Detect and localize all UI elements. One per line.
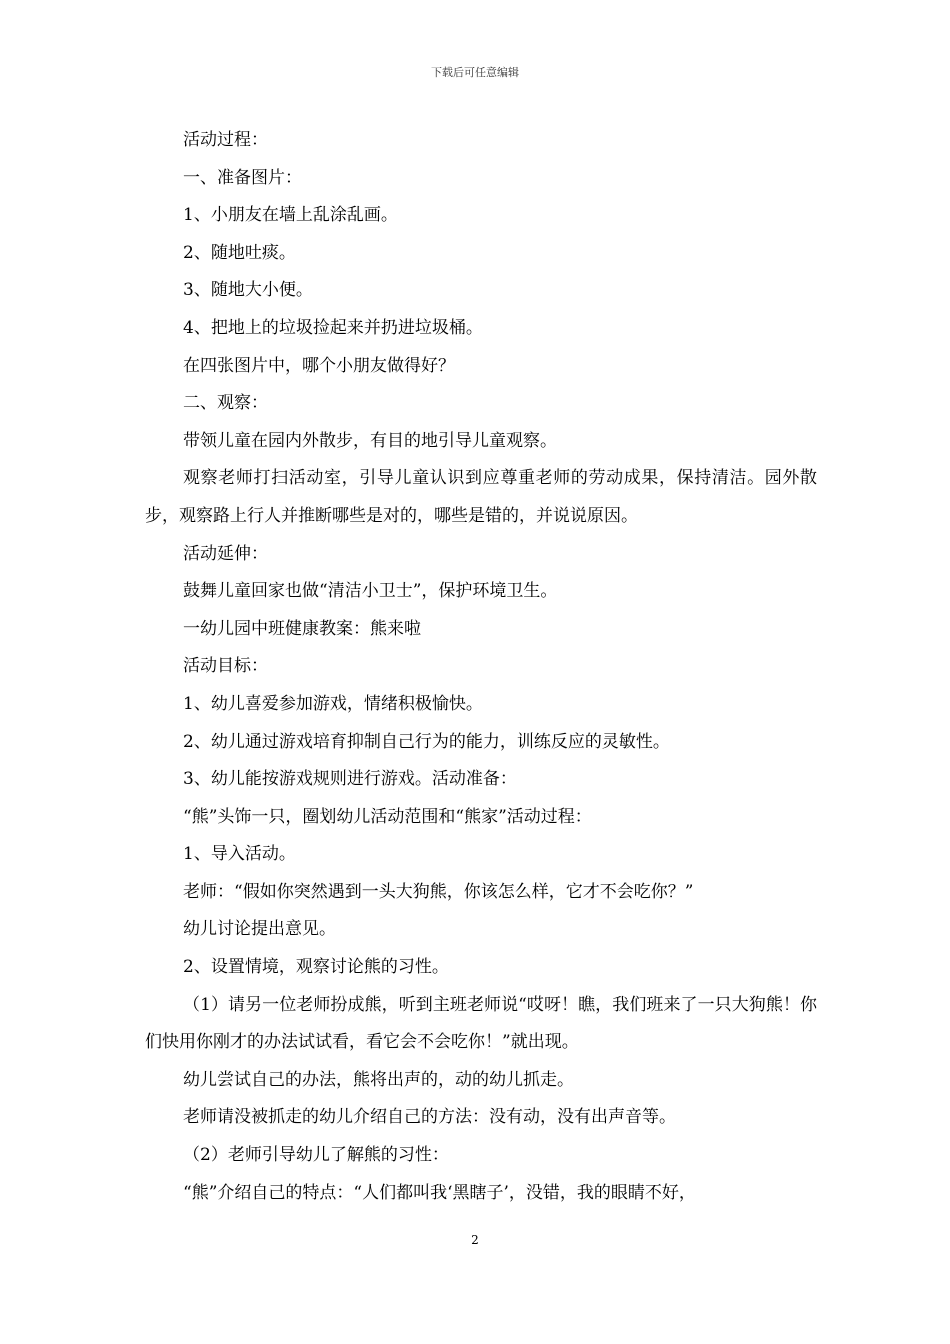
- paragraph: 二、观察：: [183, 393, 268, 414]
- paragraph: 活动过程：: [183, 130, 268, 150]
- paragraph: 鼓舞儿童回家也做“清洁小卫士”，保护环境卫生。: [183, 581, 558, 602]
- paragraph: 2、幼儿通过游戏培育抑制自己行为的能力，训练反应的灵敏性。: [183, 731, 670, 752]
- paragraph: 2、设置情境，观察讨论熊的习性。: [183, 957, 449, 978]
- paragraph: 老师请没被抓走的幼儿介绍自己的方法：没有动，没有出声音等。: [183, 1107, 676, 1128]
- paragraph: 一、准备图片：: [183, 167, 302, 188]
- paragraph: 2、随地吐痰。: [183, 242, 296, 263]
- paragraph: （1）请另一位老师扮成熊，听到主班老师说“哎呀！瞧，我们班来了一只大狗熊！你们快用你刚才的办法试试看，看它会不会吃你！”就出现。: [145, 994, 817, 1053]
- paragraph: 4、把地上的垃圾捡起来并扔进垃圾桶。: [183, 317, 483, 338]
- paragraph: 幼儿讨论提出意见。: [183, 919, 336, 940]
- paragraph: 活动目标：: [183, 656, 268, 677]
- paragraph: 1、小朋友在墙上乱涂乱画。: [183, 205, 398, 226]
- paragraph: 活动延伸：: [183, 543, 268, 564]
- paragraph: 在四张图片中，哪个小朋友做得好？: [183, 355, 455, 376]
- page-header: 下载后可任意编辑: [431, 66, 519, 79]
- paragraph: 幼儿尝试自己的办法，熊将出声的，动的幼儿抓走。: [183, 1069, 574, 1090]
- paragraph: 带领儿童在园内外散步，有目的地引导儿童观察。: [183, 430, 557, 451]
- paragraph: （2）老师引导幼儿了解熊的习性：: [183, 1145, 449, 1166]
- page-number: 2: [471, 1233, 479, 1247]
- paragraph: 观察老师打扫活动室，引导儿童认识到应尊重老师的劳动成果，保持清洁。园外散步，观察路上行人并推断哪些是对的，哪些是错的，并说说原因。: [145, 468, 817, 526]
- paragraph: 1、幼儿喜爱参加游戏，情绪积极愉快。: [183, 693, 483, 714]
- paragraph: “熊”介绍自己的特点：“人们都叫我‘黑瞎子’，没错，我的眼睛不好，: [183, 1182, 696, 1203]
- paragraph: “熊”头饰一只，圈划幼儿活动范围和“熊家”活动过程：: [183, 806, 592, 827]
- paragraph: 1、导入活动。: [183, 844, 296, 865]
- paragraph: 3、随地大小便。: [183, 280, 313, 301]
- paragraph: 3、幼儿能按游戏规则进行游戏。活动准备：: [183, 769, 517, 790]
- paragraph: 一幼儿园中班健康教案：熊来啦: [183, 618, 421, 639]
- document-body: [145, 122, 817, 1212]
- paragraph: 老师：“假如你突然遇到一头大狗熊，你该怎么样，它才不会吃你？”: [183, 881, 694, 902]
